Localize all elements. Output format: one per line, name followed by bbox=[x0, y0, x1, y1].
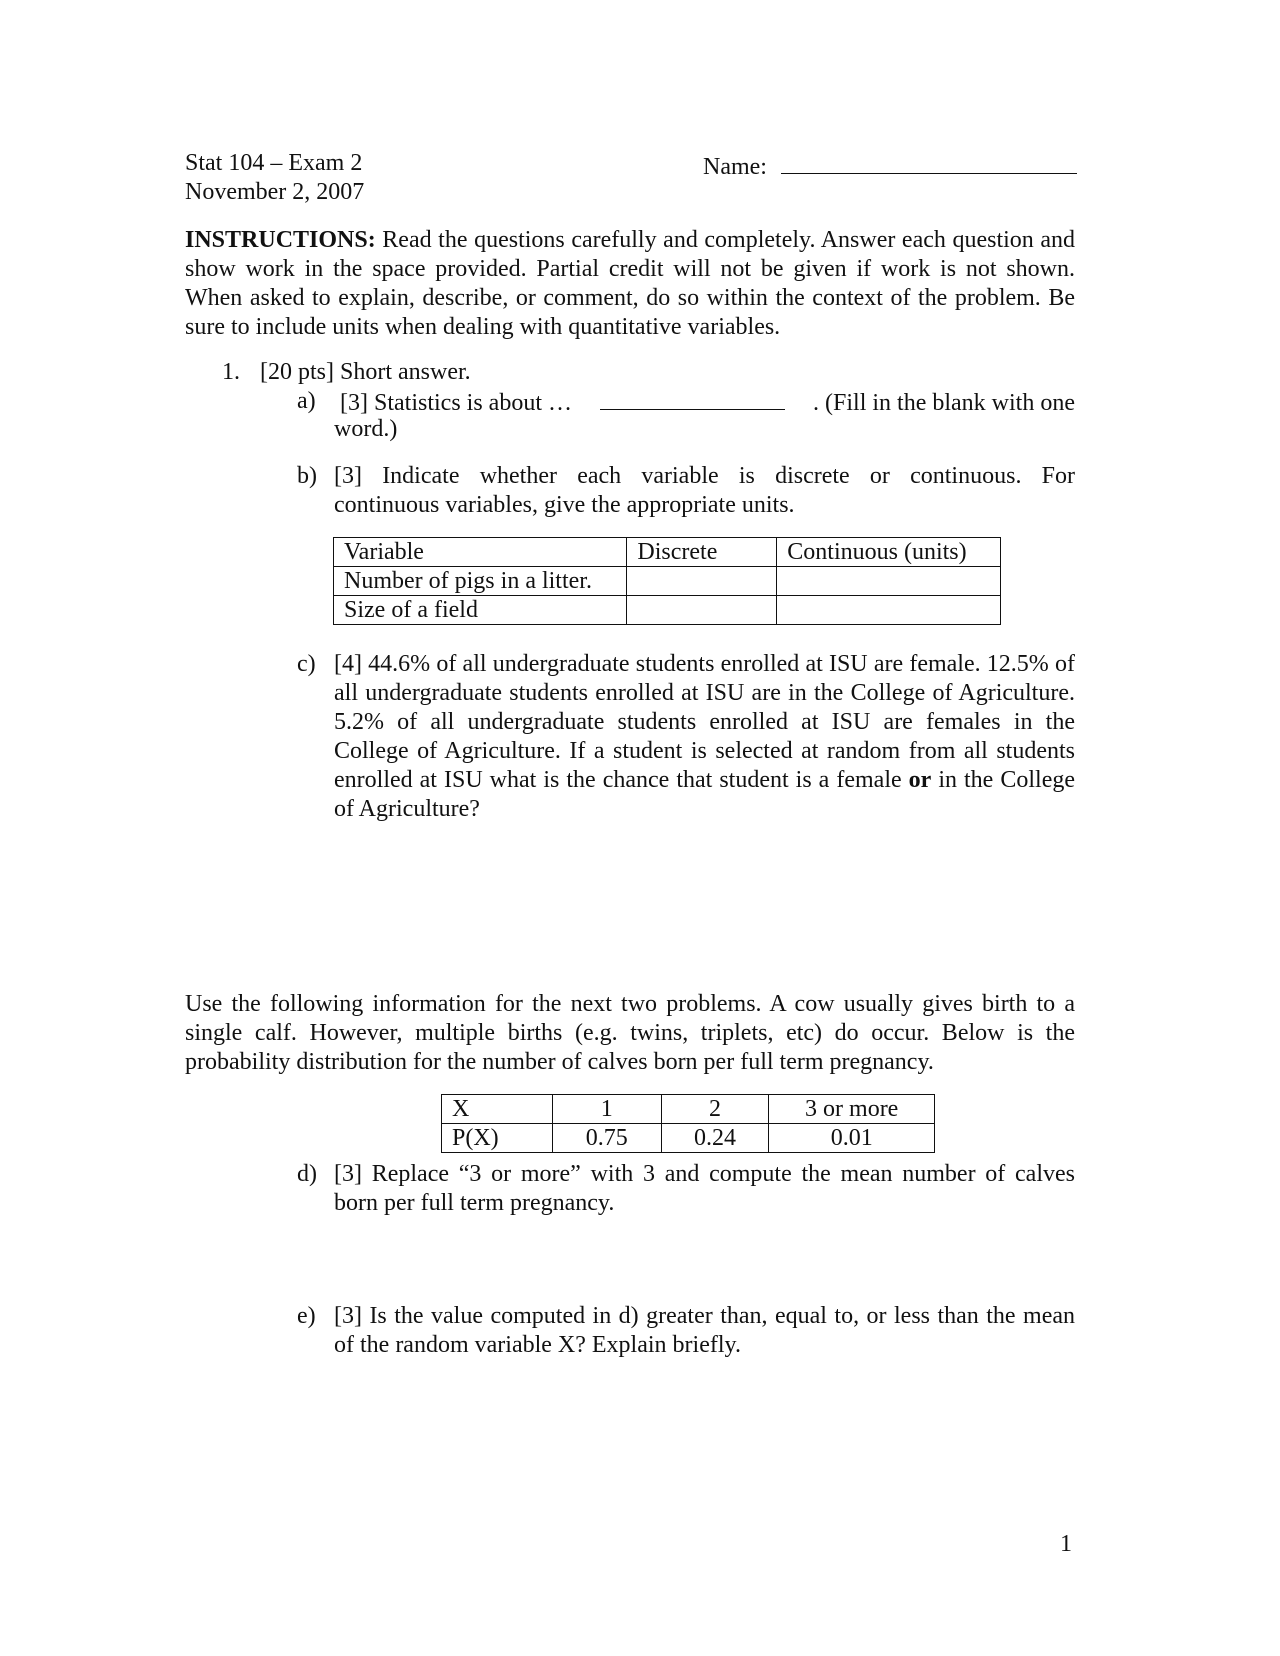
question-c-text bbox=[334, 650, 1075, 824]
question-a-text-before: [3] Statistics is about … bbox=[340, 390, 572, 416]
question-c-bold-word: or bbox=[908, 767, 932, 793]
calves-distribution-table bbox=[441, 1094, 935, 1153]
distribution-row-x bbox=[442, 1095, 935, 1124]
x-value: 3 or more bbox=[769, 1095, 935, 1124]
course-title: Stat 104 – Exam 2 bbox=[185, 150, 363, 176]
question-a-label: a) bbox=[297, 388, 316, 414]
name-field[interactable] bbox=[703, 149, 1077, 182]
question-b-line1: [3] Indicate whether each variable is discrete or continuous. For bbox=[334, 463, 1075, 489]
p-value: 0.01 bbox=[769, 1124, 935, 1153]
header-variable: Variable bbox=[334, 538, 627, 567]
page-number: 1 bbox=[1060, 1531, 1072, 1557]
question-a-blank[interactable] bbox=[600, 387, 785, 410]
question-d-text: [3] Replace “3 or more” with 3 and compute the mean number of calves born per full term pregnancy. bbox=[334, 1161, 1075, 1216]
x-value: 1 bbox=[552, 1095, 661, 1124]
p-value: 0.75 bbox=[552, 1124, 661, 1153]
p-value: 0.24 bbox=[661, 1124, 769, 1153]
table-cell-continuous[interactable] bbox=[777, 567, 1001, 596]
instructions-label: INSTRUCTIONS: bbox=[185, 227, 376, 253]
question-a-line bbox=[340, 387, 1075, 418]
variable-table-header bbox=[334, 538, 1001, 567]
question-a-text-after: . (Fill in the blank with one bbox=[813, 390, 1075, 416]
question-d-label: d) bbox=[297, 1161, 317, 1187]
question-e-label: e) bbox=[297, 1303, 316, 1329]
table-cell-variable: Size of a field bbox=[334, 596, 627, 625]
table-row bbox=[334, 567, 1001, 596]
question-c-text-end: in the College of Agriculture? bbox=[334, 767, 1075, 822]
row-label-px: P(X) bbox=[442, 1124, 553, 1153]
instructions-text: Read the questions carefully and completely. Answer each question and show work in the space provided. Partial credit will not be given if work is not shown. When asked to explain, describe, or comment, do so within the context of the problem. Be sure to include units when dealing with quantitative variables. bbox=[185, 227, 1076, 340]
question-c-text-main: [4] 44.6% of all undergraduate students enrolled at ISU are female. 12.5% of all undergraduate students enrolled at ISU are in the College of Agriculture. 5.2% of all undergraduate students enrolled at ISU are females in the College of Agriculture. If a student is selected at random from all students enrolled at ISU what is the chance that student is a female bbox=[334, 651, 1075, 793]
table-row bbox=[334, 596, 1001, 625]
table-cell-discrete[interactable] bbox=[627, 596, 777, 625]
exam-date: November 2, 2007 bbox=[185, 179, 365, 205]
cow-info-text: Use the following information for the next two problems. A cow usually gives birth to a single calf. However, multiple births (e.g. twins, triplets, etc) do occur. Below is the probability distribution for the number of calves born per full term pregnancy. bbox=[185, 991, 1075, 1075]
name-blank[interactable] bbox=[781, 149, 1077, 174]
question-b-label: b) bbox=[297, 463, 317, 489]
header-discrete: Discrete bbox=[627, 538, 777, 567]
distribution-row-px bbox=[442, 1124, 935, 1153]
x-value: 2 bbox=[661, 1095, 769, 1124]
table-cell-discrete[interactable] bbox=[627, 567, 777, 596]
row-label-x: X bbox=[442, 1095, 553, 1124]
instructions bbox=[185, 226, 1075, 342]
name-label: Name: bbox=[703, 154, 767, 180]
question-b-line2: continuous variables, give the appropriate units. bbox=[334, 492, 795, 518]
variable-table bbox=[333, 537, 1001, 625]
question-1-number: 1. bbox=[222, 359, 240, 385]
header-continuous: Continuous (units) bbox=[777, 538, 1001, 567]
question-a-text-cont: word.) bbox=[334, 416, 398, 442]
question-1-title: [20 pts] Short answer. bbox=[260, 359, 471, 385]
question-e-text: [3] Is the value computed in d) greater than, equal to, or less than the mean of the random variable X? Explain briefly. bbox=[334, 1303, 1075, 1358]
question-c-label: c) bbox=[297, 651, 316, 677]
table-cell-continuous[interactable] bbox=[777, 596, 1001, 625]
table-cell-variable: Number of pigs in a litter. bbox=[334, 567, 627, 596]
